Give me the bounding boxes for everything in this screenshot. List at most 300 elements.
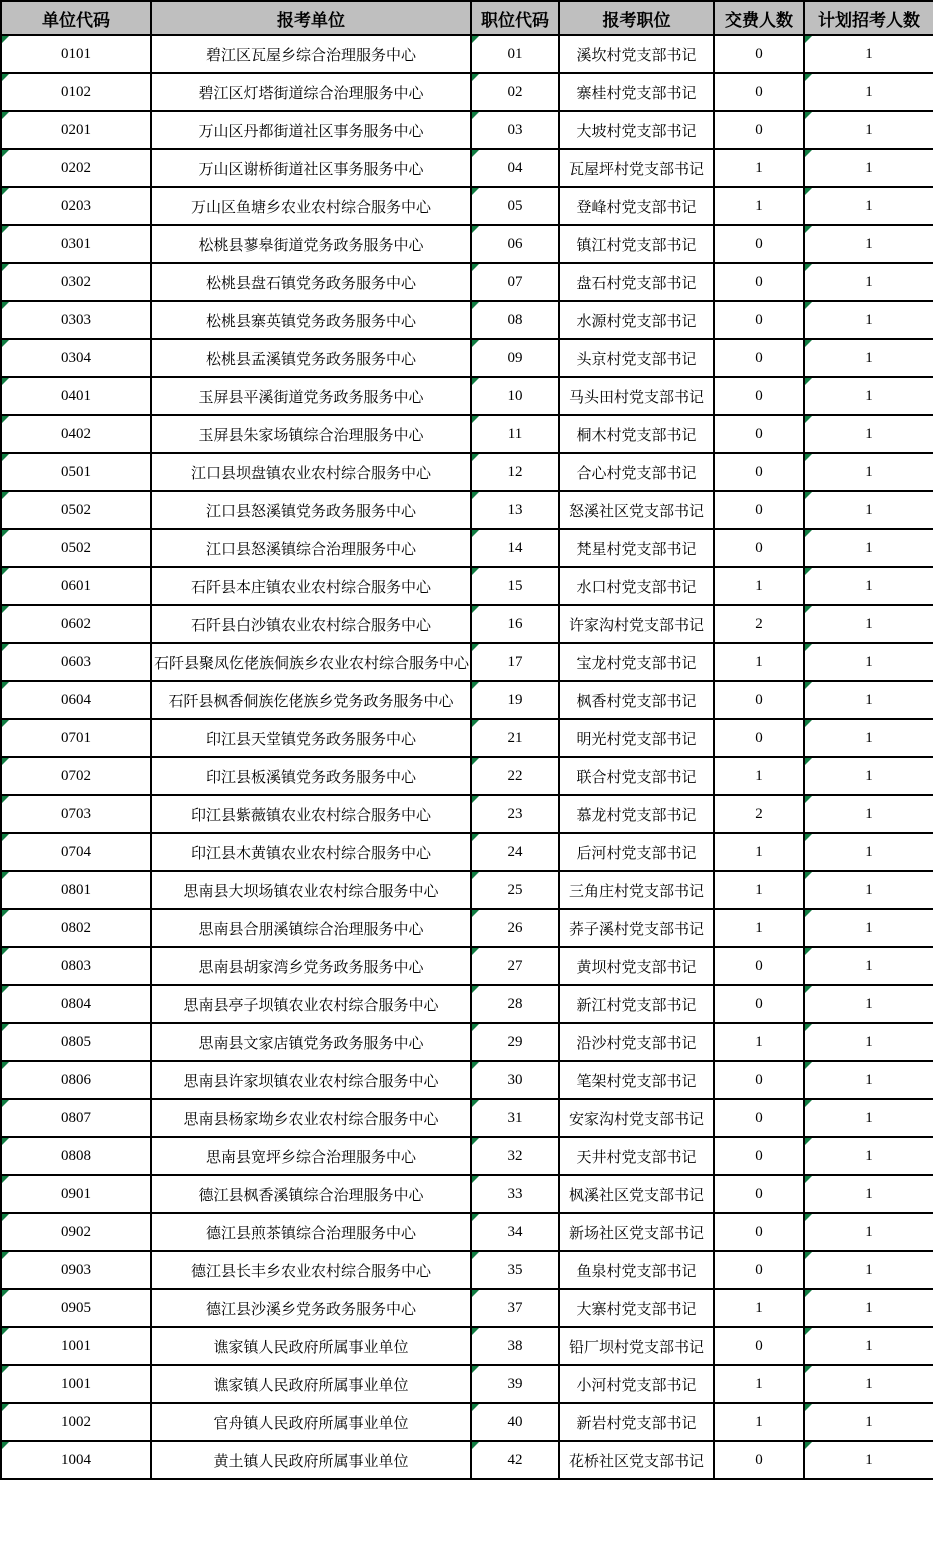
cell-unit-name[interactable] (151, 833, 471, 871)
cell-unit-code[interactable] (1, 1061, 151, 1099)
cell-position-name[interactable] (559, 909, 714, 947)
cell-plan-count[interactable] (804, 73, 933, 111)
table-body (1, 35, 933, 1479)
cell-position-name-text: 大寨村党支部书记 (576, 1301, 697, 1318)
cell-plan-count[interactable] (804, 1099, 933, 1137)
cell-unit-code[interactable] (1, 529, 151, 567)
cell-paid-count[interactable] (714, 1023, 804, 1061)
cell-position-code[interactable] (471, 1137, 559, 1175)
cell-unit-code[interactable] (1, 985, 151, 1023)
cell-position-name[interactable] (559, 681, 714, 719)
cell-position-name[interactable] (559, 871, 714, 909)
cell-plan-count-text: 1 (865, 1261, 873, 1278)
cell-unit-name[interactable] (151, 1289, 471, 1327)
cell-unit-code[interactable] (1, 909, 151, 947)
cell-unit-code[interactable] (1, 757, 151, 795)
cell-position-code[interactable] (471, 909, 559, 947)
cell-paid-count[interactable] (714, 1175, 804, 1213)
cell-position-name[interactable] (559, 795, 714, 833)
column-header-position-name[interactable]: 报考职位 (559, 1, 714, 35)
cell-position-name[interactable] (559, 1403, 714, 1441)
cell-unit-name[interactable] (151, 339, 471, 377)
cell-paid-count[interactable] (714, 339, 804, 377)
cell-unit-name[interactable] (151, 1251, 471, 1289)
cell-position-name[interactable] (559, 1327, 714, 1365)
cell-position-code[interactable] (471, 453, 559, 491)
cell-position-name[interactable] (559, 833, 714, 871)
cell-plan-count[interactable] (804, 1441, 933, 1479)
cell-unit-code[interactable] (1, 1251, 151, 1289)
cell-unit-code-text: 0301 (61, 235, 91, 252)
cell-position-code[interactable] (471, 1365, 559, 1403)
cell-position-code[interactable] (471, 719, 559, 757)
text-format-flag-icon (2, 340, 9, 347)
cell-unit-code[interactable] (1, 1099, 151, 1137)
table-row (1, 187, 933, 225)
cell-paid-count[interactable] (714, 643, 804, 681)
cell-position-code[interactable] (471, 795, 559, 833)
cell-unit-code[interactable] (1, 947, 151, 985)
cell-plan-count-text: 1 (865, 273, 873, 290)
table-row (1, 263, 933, 301)
cell-unit-name[interactable] (151, 681, 471, 719)
cell-paid-count[interactable] (714, 1403, 804, 1441)
cell-unit-code[interactable] (1, 833, 151, 871)
cell-paid-count[interactable] (714, 605, 804, 643)
cell-position-name[interactable] (559, 757, 714, 795)
cell-position-name[interactable] (559, 187, 714, 225)
cell-unit-code[interactable] (1, 1023, 151, 1061)
cell-plan-count[interactable] (804, 453, 933, 491)
table-row (1, 1251, 933, 1289)
cell-position-code[interactable] (471, 1403, 559, 1441)
cell-unit-code[interactable] (1, 415, 151, 453)
cell-unit-name[interactable] (151, 415, 471, 453)
cell-plan-count[interactable] (804, 377, 933, 415)
cell-unit-name-text: 德江县枫香溪镇综合治理服务中心 (198, 1187, 424, 1204)
cell-plan-count[interactable] (804, 757, 933, 795)
cell-plan-count[interactable] (804, 225, 933, 263)
cell-position-code[interactable] (471, 681, 559, 719)
cell-plan-count[interactable] (804, 947, 933, 985)
cell-unit-code[interactable] (1, 1441, 151, 1479)
cell-unit-code[interactable] (1, 1403, 151, 1441)
cell-unit-name[interactable] (151, 1137, 471, 1175)
cell-plan-count[interactable] (804, 415, 933, 453)
cell-position-code[interactable] (471, 1289, 559, 1327)
cell-unit-code[interactable] (1, 491, 151, 529)
column-header-unit-name[interactable]: 报考单位 (151, 1, 471, 35)
cell-paid-count-text: 0 (755, 1185, 763, 1202)
cell-unit-name[interactable] (151, 757, 471, 795)
cell-paid-count[interactable] (714, 985, 804, 1023)
text-format-flag-icon (805, 74, 812, 81)
cell-position-name[interactable] (559, 73, 714, 111)
cell-paid-count-text: 1 (755, 1299, 763, 1316)
text-format-flag-icon (805, 378, 812, 385)
cell-unit-name[interactable] (151, 947, 471, 985)
cell-position-code-text: 11 (507, 425, 523, 442)
cell-unit-name[interactable] (151, 1099, 471, 1137)
cell-position-code[interactable] (471, 225, 559, 263)
cell-position-name[interactable] (559, 1365, 714, 1403)
cell-position-name[interactable] (559, 1289, 714, 1327)
cell-paid-count[interactable] (714, 719, 804, 757)
cell-plan-count[interactable] (804, 1289, 933, 1327)
cell-position-name[interactable] (559, 111, 714, 149)
cell-paid-count-text: 0 (755, 349, 763, 366)
cell-unit-name[interactable] (151, 187, 471, 225)
cell-position-code-text: 27 (507, 957, 523, 974)
cell-plan-count[interactable] (804, 567, 933, 605)
cell-unit-name[interactable] (151, 1327, 471, 1365)
text-format-flag-icon (805, 872, 812, 879)
text-format-flag-icon (805, 36, 812, 43)
cell-position-name-text: 安家沟村党支部书记 (568, 1111, 704, 1128)
cell-position-code[interactable] (471, 871, 559, 909)
cell-position-name[interactable] (559, 415, 714, 453)
cell-unit-name-text: 碧江区灯塔街道综合治理服务中心 (198, 85, 424, 102)
cell-paid-count[interactable] (714, 1365, 804, 1403)
cell-position-code[interactable] (471, 757, 559, 795)
cell-position-code-text: 37 (507, 1299, 523, 1316)
cell-unit-name[interactable] (151, 1213, 471, 1251)
table-row (1, 225, 933, 263)
cell-unit-name[interactable] (151, 111, 471, 149)
cell-position-name[interactable] (559, 1175, 714, 1213)
cell-position-code[interactable] (471, 1441, 559, 1479)
cell-paid-count-text: 1 (755, 1375, 763, 1392)
text-format-flag-icon (472, 910, 479, 917)
cell-paid-count[interactable] (714, 187, 804, 225)
cell-unit-code[interactable] (1, 643, 151, 681)
cell-plan-count[interactable] (804, 1137, 933, 1175)
table-row (1, 833, 933, 871)
cell-unit-name[interactable] (151, 453, 471, 491)
cell-position-code[interactable] (471, 1099, 559, 1137)
cell-position-code[interactable] (471, 1213, 559, 1251)
text-format-flag-icon (805, 226, 812, 233)
cell-position-code[interactable] (471, 529, 559, 567)
cell-plan-count[interactable] (804, 1251, 933, 1289)
cell-plan-count[interactable] (804, 643, 933, 681)
cell-paid-count[interactable] (714, 1327, 804, 1365)
cell-unit-name[interactable] (151, 795, 471, 833)
cell-position-name[interactable] (559, 947, 714, 985)
cell-position-name[interactable] (559, 1061, 714, 1099)
cell-paid-count[interactable] (714, 1289, 804, 1327)
cell-unit-name-text: 石阡县白沙镇农业农村综合服务中心 (190, 617, 431, 634)
cell-position-code[interactable] (471, 35, 559, 73)
cell-plan-count[interactable] (804, 491, 933, 529)
cell-position-code[interactable] (471, 491, 559, 529)
cell-position-code[interactable] (471, 415, 559, 453)
cell-unit-code[interactable] (1, 1289, 151, 1327)
cell-unit-name[interactable] (151, 909, 471, 947)
cell-plan-count[interactable] (804, 719, 933, 757)
cell-position-name[interactable] (559, 453, 714, 491)
cell-paid-count[interactable] (714, 871, 804, 909)
cell-position-name[interactable] (559, 985, 714, 1023)
cell-plan-count-text: 1 (865, 1375, 873, 1392)
cell-position-code[interactable] (471, 377, 559, 415)
cell-position-code[interactable] (471, 339, 559, 377)
cell-position-name[interactable] (559, 149, 714, 187)
cell-paid-count[interactable] (714, 1137, 804, 1175)
text-format-flag-icon (472, 682, 479, 689)
cell-unit-name[interactable] (151, 1175, 471, 1213)
cell-unit-name-text: 江口县坝盘镇农业农村综合服务中心 (190, 465, 431, 482)
cell-position-name-text: 笔架村党支部书记 (576, 1073, 697, 1090)
cell-unit-name[interactable] (151, 605, 471, 643)
cell-position-code[interactable] (471, 1061, 559, 1099)
cell-plan-count-text: 1 (865, 881, 873, 898)
cell-paid-count[interactable] (714, 35, 804, 73)
cell-position-code[interactable] (471, 1251, 559, 1289)
cell-paid-count[interactable] (714, 795, 804, 833)
cell-unit-code[interactable] (1, 187, 151, 225)
text-format-flag-icon (472, 948, 479, 955)
cell-position-code[interactable] (471, 187, 559, 225)
cell-paid-count[interactable] (714, 1061, 804, 1099)
cell-position-code[interactable] (471, 263, 559, 301)
cell-paid-count[interactable] (714, 1099, 804, 1137)
cell-unit-code-text: 0603 (61, 653, 91, 670)
cell-unit-code[interactable] (1, 111, 151, 149)
cell-paid-count[interactable] (714, 529, 804, 567)
cell-position-name[interactable] (559, 35, 714, 73)
cell-position-name-text: 荞子溪村党支部书记 (568, 921, 704, 938)
cell-plan-count[interactable] (804, 187, 933, 225)
cell-position-code[interactable] (471, 111, 559, 149)
cell-plan-count[interactable] (804, 529, 933, 567)
cell-position-name[interactable] (559, 339, 714, 377)
cell-plan-count[interactable] (804, 149, 933, 187)
cell-plan-count[interactable] (804, 1403, 933, 1441)
cell-plan-count[interactable] (804, 795, 933, 833)
cell-unit-code[interactable] (1, 35, 151, 73)
cell-position-name-text: 水源村党支部书记 (576, 313, 697, 330)
cell-unit-code[interactable] (1, 1327, 151, 1365)
cell-position-code[interactable] (471, 1023, 559, 1061)
cell-plan-count[interactable] (804, 871, 933, 909)
cell-unit-name[interactable] (151, 871, 471, 909)
cell-plan-count-text: 1 (865, 1451, 873, 1468)
cell-unit-code[interactable] (1, 149, 151, 187)
cell-paid-count[interactable] (714, 73, 804, 111)
cell-plan-count[interactable] (804, 263, 933, 301)
cell-unit-code-text: 0401 (61, 387, 91, 404)
cell-unit-code[interactable] (1, 795, 151, 833)
cell-position-code[interactable] (471, 1327, 559, 1365)
cell-unit-code[interactable] (1, 225, 151, 263)
cell-unit-name[interactable] (151, 35, 471, 73)
cell-paid-count-text: 0 (755, 995, 763, 1012)
text-format-flag-icon (2, 36, 9, 43)
cell-position-name[interactable] (559, 1251, 714, 1289)
cell-paid-count[interactable] (714, 111, 804, 149)
cell-paid-count[interactable] (714, 149, 804, 187)
cell-unit-code[interactable] (1, 377, 151, 415)
table-row (1, 301, 933, 339)
column-header-position-code[interactable]: 职位代码 (471, 1, 559, 35)
cell-position-name[interactable] (559, 1099, 714, 1137)
cell-plan-count[interactable] (804, 1213, 933, 1251)
cell-paid-count[interactable] (714, 377, 804, 415)
cell-unit-code[interactable] (1, 263, 151, 301)
cell-plan-count[interactable] (804, 301, 933, 339)
cell-position-code[interactable] (471, 605, 559, 643)
cell-position-code[interactable] (471, 985, 559, 1023)
cell-plan-count-text: 1 (865, 805, 873, 822)
text-format-flag-icon (472, 378, 479, 385)
cell-unit-name[interactable] (151, 1441, 471, 1479)
cell-position-name[interactable] (559, 1023, 714, 1061)
text-format-flag-icon (2, 758, 9, 765)
cell-plan-count-text: 1 (865, 1337, 873, 1354)
cell-plan-count[interactable] (804, 909, 933, 947)
cell-unit-name[interactable] (151, 377, 471, 415)
cell-position-code-text: 24 (507, 843, 523, 860)
cell-unit-code[interactable] (1, 1137, 151, 1175)
cell-unit-name-text: 思南县宽坪乡综合治理服务中心 (205, 1149, 416, 1166)
cell-unit-code[interactable] (1, 605, 151, 643)
cell-unit-code[interactable] (1, 1365, 151, 1403)
cell-unit-code-text: 0101 (61, 45, 91, 62)
text-format-flag-icon (472, 1252, 479, 1259)
cell-unit-code[interactable] (1, 301, 151, 339)
cell-plan-count[interactable] (804, 1365, 933, 1403)
cell-paid-count[interactable] (714, 263, 804, 301)
cell-position-code-text: 01 (507, 45, 523, 62)
cell-position-name[interactable] (559, 491, 714, 529)
text-format-flag-icon (472, 112, 479, 119)
column-header-paid-count[interactable]: 交费人数 (714, 1, 804, 35)
cell-unit-name[interactable] (151, 1061, 471, 1099)
cell-position-code[interactable] (471, 567, 559, 605)
cell-paid-count[interactable] (714, 415, 804, 453)
text-format-flag-icon (2, 606, 9, 613)
cell-unit-code[interactable] (1, 681, 151, 719)
column-header-unit-code[interactable]: 单位代码 (1, 1, 151, 35)
cell-plan-count[interactable] (804, 985, 933, 1023)
cell-position-name[interactable] (559, 1213, 714, 1251)
cell-plan-count[interactable] (804, 833, 933, 871)
cell-plan-count[interactable] (804, 681, 933, 719)
cell-unit-code[interactable] (1, 73, 151, 111)
cell-position-code[interactable] (471, 149, 559, 187)
cell-plan-count[interactable] (804, 1327, 933, 1365)
cell-paid-count[interactable] (714, 757, 804, 795)
cell-position-name-text: 慕龙村党支部书记 (576, 807, 697, 824)
cell-position-name[interactable] (559, 301, 714, 339)
cell-paid-count[interactable] (714, 491, 804, 529)
cell-paid-count[interactable] (714, 833, 804, 871)
cell-paid-count[interactable] (714, 947, 804, 985)
cell-paid-count[interactable] (714, 1251, 804, 1289)
cell-position-name[interactable] (559, 567, 714, 605)
cell-unit-name[interactable] (151, 529, 471, 567)
cell-unit-name[interactable] (151, 719, 471, 757)
cell-position-code[interactable] (471, 947, 559, 985)
column-header-plan-count[interactable]: 计划招考人数 (804, 1, 933, 35)
cell-unit-code-text: 0701 (61, 729, 91, 746)
cell-unit-name[interactable] (151, 985, 471, 1023)
text-format-flag-icon (472, 1024, 479, 1031)
cell-position-code-text: 13 (507, 501, 523, 518)
cell-paid-count[interactable] (714, 1441, 804, 1479)
text-format-flag-icon (472, 264, 479, 271)
cell-paid-count[interactable] (714, 681, 804, 719)
cell-paid-count-text: 0 (755, 1223, 763, 1240)
cell-position-code[interactable] (471, 833, 559, 871)
cell-plan-count[interactable] (804, 1023, 933, 1061)
cell-position-code[interactable] (471, 301, 559, 339)
cell-unit-code[interactable] (1, 453, 151, 491)
cell-position-name[interactable] (559, 719, 714, 757)
cell-plan-count[interactable] (804, 605, 933, 643)
cell-unit-code[interactable] (1, 1213, 151, 1251)
cell-plan-count[interactable] (804, 35, 933, 73)
cell-position-name[interactable] (559, 529, 714, 567)
cell-unit-code[interactable] (1, 567, 151, 605)
cell-unit-name[interactable] (151, 73, 471, 111)
cell-unit-name[interactable] (151, 225, 471, 263)
cell-position-name[interactable] (559, 1441, 714, 1479)
cell-unit-code[interactable] (1, 339, 151, 377)
cell-paid-count[interactable] (714, 453, 804, 491)
cell-unit-name[interactable] (151, 301, 471, 339)
cell-paid-count[interactable] (714, 1213, 804, 1251)
cell-plan-count[interactable] (804, 1175, 933, 1213)
cell-unit-name[interactable] (151, 1365, 471, 1403)
cell-paid-count[interactable] (714, 225, 804, 263)
cell-unit-name-text: 谯家镇人民政府所属事业单位 (213, 1339, 409, 1356)
cell-paid-count[interactable] (714, 301, 804, 339)
cell-unit-code[interactable] (1, 871, 151, 909)
text-format-flag-icon (2, 720, 9, 727)
cell-position-name[interactable] (559, 263, 714, 301)
cell-paid-count[interactable] (714, 567, 804, 605)
cell-position-code[interactable] (471, 643, 559, 681)
cell-unit-name[interactable] (151, 1403, 471, 1441)
cell-plan-count[interactable] (804, 1061, 933, 1099)
cell-position-name[interactable] (559, 1137, 714, 1175)
cell-position-code[interactable] (471, 1175, 559, 1213)
cell-position-name[interactable] (559, 225, 714, 263)
cell-unit-name[interactable] (151, 149, 471, 187)
cell-unit-name[interactable] (151, 1023, 471, 1061)
cell-plan-count-text: 1 (865, 121, 873, 138)
cell-unit-code[interactable] (1, 1175, 151, 1213)
cell-paid-count[interactable] (714, 909, 804, 947)
text-format-flag-icon (805, 796, 812, 803)
cell-unit-name[interactable] (151, 263, 471, 301)
cell-position-name[interactable] (559, 605, 714, 643)
cell-unit-name[interactable] (151, 567, 471, 605)
cell-unit-code-text: 0502 (61, 539, 91, 556)
cell-unit-name[interactable] (151, 643, 471, 681)
cell-unit-name[interactable] (151, 491, 471, 529)
cell-position-name[interactable] (559, 643, 714, 681)
cell-plan-count[interactable] (804, 339, 933, 377)
cell-position-name[interactable] (559, 377, 714, 415)
cell-position-code[interactable] (471, 73, 559, 111)
text-format-flag-icon (2, 682, 9, 689)
cell-plan-count[interactable] (804, 111, 933, 149)
cell-plan-count-text: 1 (865, 45, 873, 62)
cell-unit-code[interactable] (1, 719, 151, 757)
